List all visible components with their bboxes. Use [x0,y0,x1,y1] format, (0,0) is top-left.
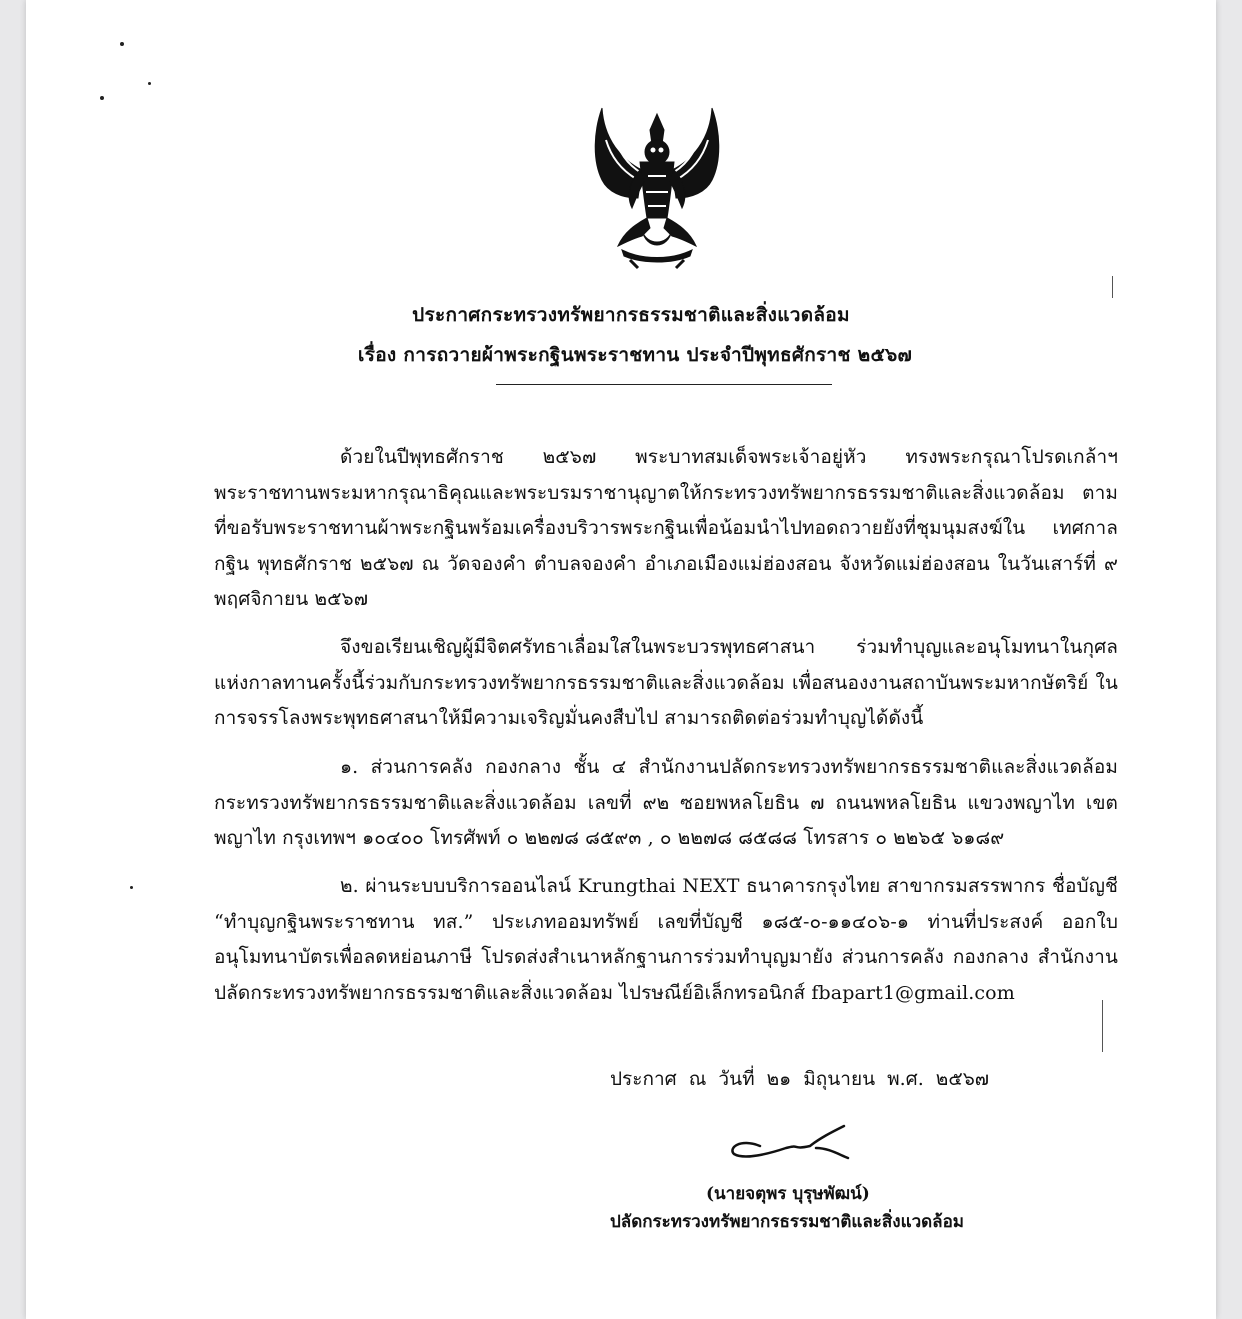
signer-name: (นายจตุพร บุรุษพัฒน์) [706,1184,870,1204]
scan-line [1112,276,1113,298]
body-paragraph-1: ด้วยในปีพุทธศักราช ๒๕๖๗ พระบาทสมเด็จพระเจ้าอยู่หัว ทรงพระกรุณาโปรดเกล้าฯ พระราชทานพระมหากรุณาธิคุณและพระบรมราชานุญาตให้กระทรวงทรัพยากรธรรมชาติและสิ่งแวดล้อม ตามที่ขอรับพระราชทานผ้าพระกฐินพร้อมเครื่องบริวารพระกฐินเพื่อน้อมนำไปทอดถวายยังที่ชุมนุมสงฆ์ใน เทศกาลกฐิน พุทธศักราช ๒๕๖๗ ณ วัดจองคำ ตำบลจองคำ อำเภอเมืองแม่ฮ่องสอน จังหวัดแม่ฮ่องสอน ในวันเสาร์ที่ ๙ พฤศจิกายน ๒๕๖๗ [214,446,1118,610]
scan-speck [100,96,104,100]
scan-speck [130,886,133,889]
signer-title: ปลัดกระทรวงทรัพยากรธรรมชาติและสิ่งแวดล้อม [610,1212,964,1232]
scan-line [1102,1000,1103,1052]
title-divider [496,384,832,385]
garuda-emblem-icon [572,100,742,270]
announcement-date: ประกาศ ณ วันที่ ๒๑ มิถุนายน พ.ศ. ๒๕๖๗ [610,1068,990,1090]
announcement-subject: เรื่อง การถวายผ้าพระกฐินพระราชทาน ประจำปีพุทธศักราช ๒๕๖๗ [357,344,913,366]
document-page [26,0,1216,1319]
announcement-title: ประกาศกระทรวงทรัพยากรธรรมชาติและสิ่งแวดล้อม [412,304,850,326]
handwritten-signature [720,1118,870,1162]
body-paragraph-2: จึงขอเรียนเชิญผู้มีจิตศรัทธาเลื่อมใสในพระบวรพุทธศาสนา ร่วมทำบุญและอนุโมทนาในกุศล แห่งกาลทานครั้งนี้ร่วมกับกระทรวงทรัพยากรธรรมชาติและสิ่งแวดล้อม เพื่อสนองงานสถาบันพระมหากษัตริย์ ในการจรรโลงพระพุทธศาสนาให้มีความเจริญมั่นคงสืบไป สามารถติดต่อร่วมทำบุญได้ดังนี้ [214,636,1118,729]
contact-item-1: ๑. ส่วนการคลัง กองกลาง ชั้น ๔ สำนักงานปลัดกระทรวงทรัพยากรธรรมชาติและสิ่งแวดล้อม กระทรวงทรัพยากรธรรมชาติและสิ่งแวดล้อม เลขที่ ๙๒ ซอยพหลโยธิน ๗ ถนนพหลโยธิน แขวงพญาไท เขตพญาไท กรุงเทพฯ ๑๐๔๐๐ โทรศัพท์ ๐ ๒๒๗๘ ๘๕๙๓ , ๐ ๒๒๗๘ ๘๕๘๘ โทรสาร ๐ ๒๒๖๕ ๖๑๘๙ [214,756,1118,849]
scan-speck [120,42,124,46]
scan-speck [148,82,151,85]
contact-item-2: ๒. ผ่านระบบบริการออนไลน์ Krungthai NEXT ธนาคารกรุงไทย สาขากรมสรรพากร ชื่อบัญชี “ทำบุญกฐินพระราชทาน ทส.” ประเภทออมทรัพย์ เลขที่บัญชี ๑๘๕-๐-๑๑๔๐๖-๑ ท่านที่ประสงค์ ออกใบอนุโมทนาบัตรเพื่อลดหย่อนภาษี โปรดส่งสำเนาหลักฐานการร่วมทำบุญมายัง ส่วนการคลัง กองกลาง สำนักงานปลัดกระทรวงทรัพยากรธรรมชาติและสิ่งแวดล้อม ไปรษณีย์อิเล็กทรอนิกส์ fbapart1@gmail.com [214,875,1118,1004]
